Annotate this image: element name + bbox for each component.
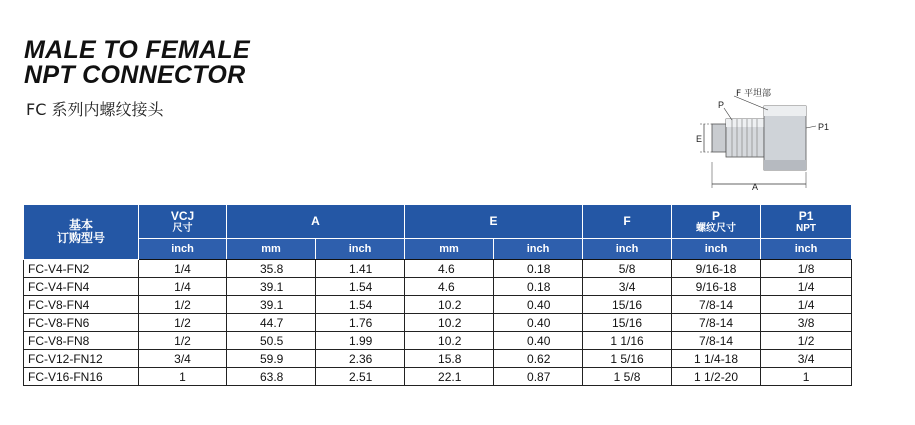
unit-e-inch: inch: [494, 239, 583, 260]
cell-e-inch: 0.40: [494, 332, 583, 350]
cell-p1: 1/4: [761, 296, 852, 314]
header-e: E: [405, 205, 583, 239]
cell-p: 1 1/4-18: [672, 350, 761, 368]
title-line-2: NPT CONNECTOR: [24, 61, 246, 89]
cell-vcj: 1/4: [139, 260, 227, 278]
unit-f: inch: [583, 239, 672, 260]
dim-e-label: E: [696, 134, 703, 144]
cell-a-inch: 2.51: [316, 368, 405, 386]
cell-vcj: 1: [139, 368, 227, 386]
unit-e-mm: mm: [405, 239, 494, 260]
cell-p: 9/16-18: [672, 278, 761, 296]
page-title: [24, 38, 250, 88]
cell-a-mm: 35.8: [227, 260, 316, 278]
cell-a-inch: 2.36: [316, 350, 405, 368]
cell-code: FC-V4-FN2: [24, 260, 139, 278]
table-row: [24, 368, 852, 386]
cell-e-mm: 22.1: [405, 368, 494, 386]
spec-table: [23, 204, 852, 386]
cell-e-inch: 0.62: [494, 350, 583, 368]
cell-e-mm: 15.8: [405, 350, 494, 368]
table-row: [24, 332, 852, 350]
unit-a-inch: inch: [316, 239, 405, 260]
header-p: P 螺纹尺寸: [672, 205, 761, 239]
unit-p1: inch: [761, 239, 852, 260]
cell-a-inch: 1.41: [316, 260, 405, 278]
cell-e-inch: 0.87: [494, 368, 583, 386]
cell-a-inch: 1.54: [316, 296, 405, 314]
dim-p-label: P: [718, 100, 725, 110]
cell-a-inch: 1.76: [316, 314, 405, 332]
dim-a-label: A: [752, 182, 759, 192]
cell-code: FC-V8-FN4: [24, 296, 139, 314]
cell-e-inch: 0.18: [494, 278, 583, 296]
cell-vcj: 1/2: [139, 332, 227, 350]
cell-p: 1 1/2-20: [672, 368, 761, 386]
cell-a-inch: 1.54: [316, 278, 405, 296]
cell-p1: 3/8: [761, 314, 852, 332]
unit-a-mm: mm: [227, 239, 316, 260]
cell-e-mm: 10.2: [405, 314, 494, 332]
cell-f: 1 5/16: [583, 350, 672, 368]
cell-code: FC-V8-FN8: [24, 332, 139, 350]
cell-code: FC-V8-FN6: [24, 314, 139, 332]
cell-vcj: 1/2: [139, 314, 227, 332]
cell-f: 1 1/16: [583, 332, 672, 350]
cell-e-inch: 0.40: [494, 296, 583, 314]
table-row: [24, 296, 852, 314]
table-row: [24, 260, 852, 278]
cell-a-mm: 39.1: [227, 296, 316, 314]
cell-a-mm: 59.9: [227, 350, 316, 368]
cell-code: FC-V4-FN4: [24, 278, 139, 296]
cell-p1: 1: [761, 368, 852, 386]
cell-e-mm: 10.2: [405, 332, 494, 350]
cell-vcj: 1/4: [139, 278, 227, 296]
cell-e-mm: 10.2: [405, 296, 494, 314]
cell-f: 1 5/8: [583, 368, 672, 386]
cell-f: 15/16: [583, 296, 672, 314]
unit-p: inch: [672, 239, 761, 260]
cell-e-inch: 0.40: [494, 314, 583, 332]
cell-code: FC-V16-FN16: [24, 368, 139, 386]
cell-p1: 1/2: [761, 332, 852, 350]
cell-f: 3/4: [583, 278, 672, 296]
header-vcj: VCJ 尺寸: [139, 205, 227, 239]
cell-p: 9/16-18: [672, 260, 761, 278]
table-row: [24, 278, 852, 296]
dim-p1-label: P1: [818, 122, 830, 132]
cell-f: 5/8: [583, 260, 672, 278]
cell-e-inch: 0.18: [494, 260, 583, 278]
unit-vcj: inch: [139, 239, 227, 260]
table-row: [24, 350, 852, 368]
cell-p: 7/8-14: [672, 296, 761, 314]
cell-p1: 3/4: [761, 350, 852, 368]
cell-code: FC-V12-FN12: [24, 350, 139, 368]
cell-p1: 1/8: [761, 260, 852, 278]
cell-a-mm: 50.5: [227, 332, 316, 350]
table-row: [24, 314, 852, 332]
cell-e-mm: 4.6: [405, 278, 494, 296]
cell-p: 7/8-14: [672, 332, 761, 350]
header-p1: P1 NPT: [761, 205, 852, 239]
title-line-1: MALE TO FEMALE: [24, 36, 250, 64]
cell-a-inch: 1.99: [316, 332, 405, 350]
page-subtitle: FC 系列内螺纹接头: [26, 100, 164, 119]
cell-a-mm: 63.8: [227, 368, 316, 386]
dim-f-label: F 平坦部: [736, 89, 772, 99]
connector-diagram: [682, 84, 842, 194]
tube-stub: [712, 124, 726, 152]
cell-p1: 1/4: [761, 278, 852, 296]
cell-p: 7/8-14: [672, 314, 761, 332]
header-code: 基本 订购型号: [24, 205, 139, 260]
cell-a-mm: 39.1: [227, 278, 316, 296]
cell-a-mm: 44.7: [227, 314, 316, 332]
cell-e-mm: 4.6: [405, 260, 494, 278]
header-f: F: [583, 205, 672, 239]
cell-f: 15/16: [583, 314, 672, 332]
cell-vcj: 3/4: [139, 350, 227, 368]
cell-vcj: 1/2: [139, 296, 227, 314]
header-a: A: [227, 205, 405, 239]
